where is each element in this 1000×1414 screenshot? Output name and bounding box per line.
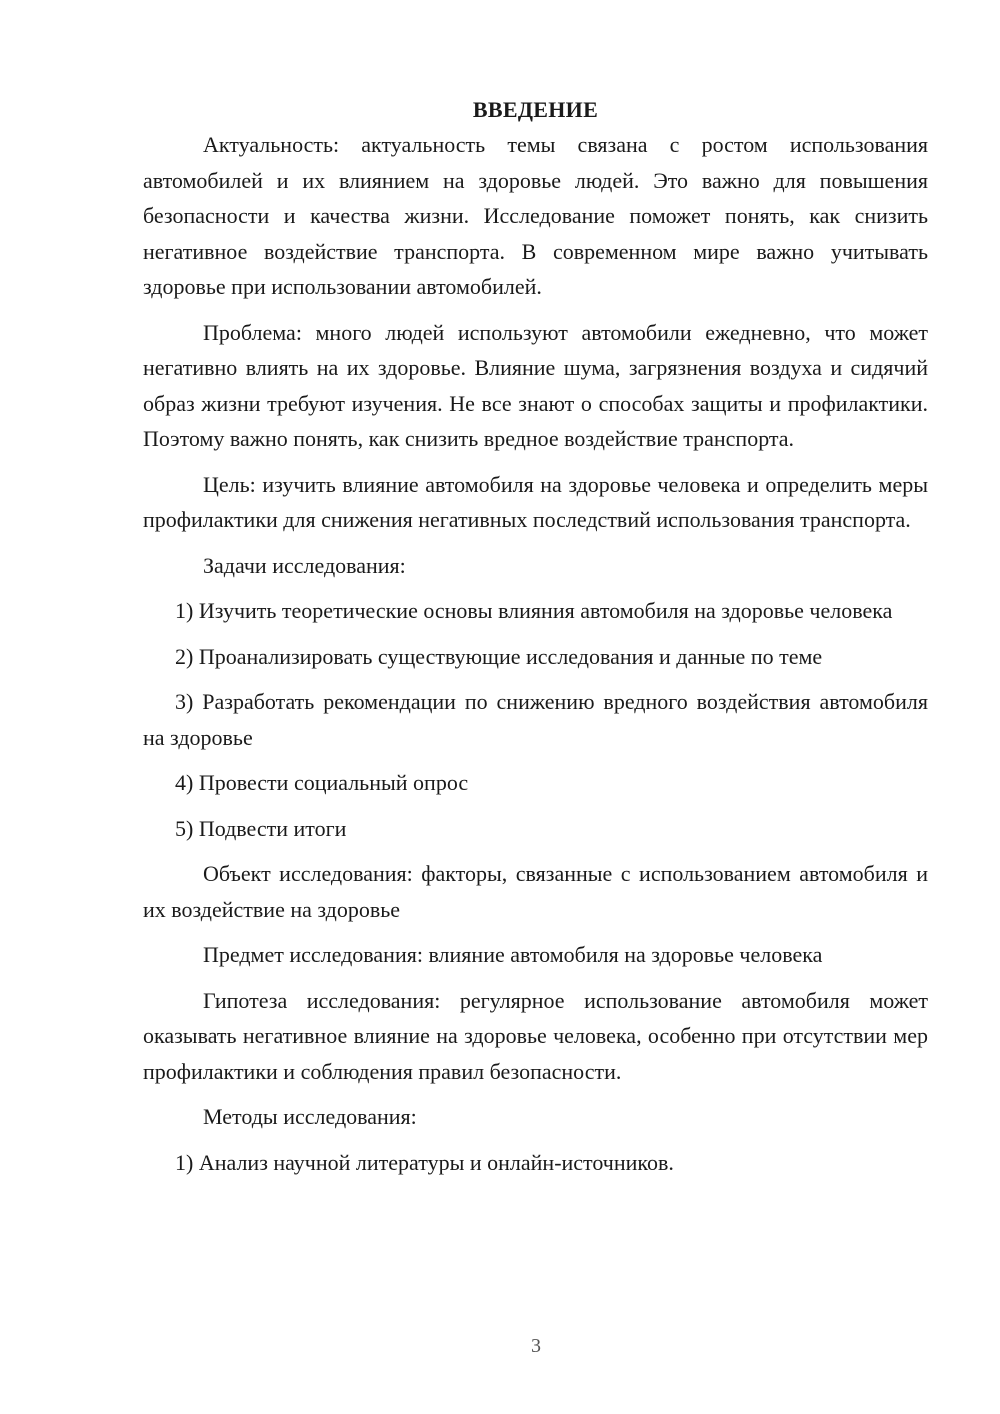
paragraph-object: Объект исследования: факторы, связанные с использованием автомобиля и их воздействие на здоровье (143, 861, 928, 922)
task-item-5: 5) Подвести итоги (175, 815, 347, 841)
method-item-1: 1) Анализ научной литературы и онлайн-источников. (175, 1149, 674, 1175)
paragraph-methods-heading: Методы исследования: (203, 1104, 417, 1129)
paragraph-relevance: Актуальность: актуальность темы связана с ростом использования автомобилей и их влиянием на здоровье людей. Это важно для повышения безопасности и качества жизни. Исследование поможет понять, как снизить негативное воздействие транспорта. В современном мире важно учитывать здоровье при использовании автомобилей. (143, 132, 928, 299)
page-number: 3 (531, 1335, 541, 1357)
paragraph-hypothesis: Гипотеза исследования: регулярное использование автомобиля может оказывать негативное влияние на здоровье человека, особенно при отсутствии мер профилактики и соблюдения правил безопасности. (143, 987, 928, 1084)
paragraph-tasks-heading: Задачи исследования: (203, 552, 406, 578)
paragraph-problem: Проблема: много людей используют автомобили ежедневно, что может негативно влиять на их здоровье. Влияние шума, загрязнения воздуха и сидячий образ жизни требуют изучения. Не все знают о способах защиты и профилактики. Поэтому важно понять, как снизить вредное воздействие транспорта. (143, 319, 928, 451)
task-item-3: 3) Разработать рекомендации по снижению вредного воздействия автомобиля на здоровье (143, 689, 928, 750)
section-title: ВВЕДЕНИЕ (472, 97, 599, 122)
paragraph-goal: Цель: изучить влияние автомобиля на здоровье человека и определить меры профилактики для снижения негативных последствий использования транспорта. (143, 471, 928, 532)
paragraph-subject: Предмет исследования: влияние автомобиля на здоровье человека (203, 942, 823, 967)
page-content (143, 92, 928, 1180)
task-item-1: 1) Изучить теоретические основы влияния автомобиля на здоровье человека (175, 598, 893, 623)
task-item-4: 4) Провести социальный опрос (175, 770, 469, 795)
task-item-2: 2) Проанализировать существующие исследования и данные по теме (175, 643, 823, 669)
